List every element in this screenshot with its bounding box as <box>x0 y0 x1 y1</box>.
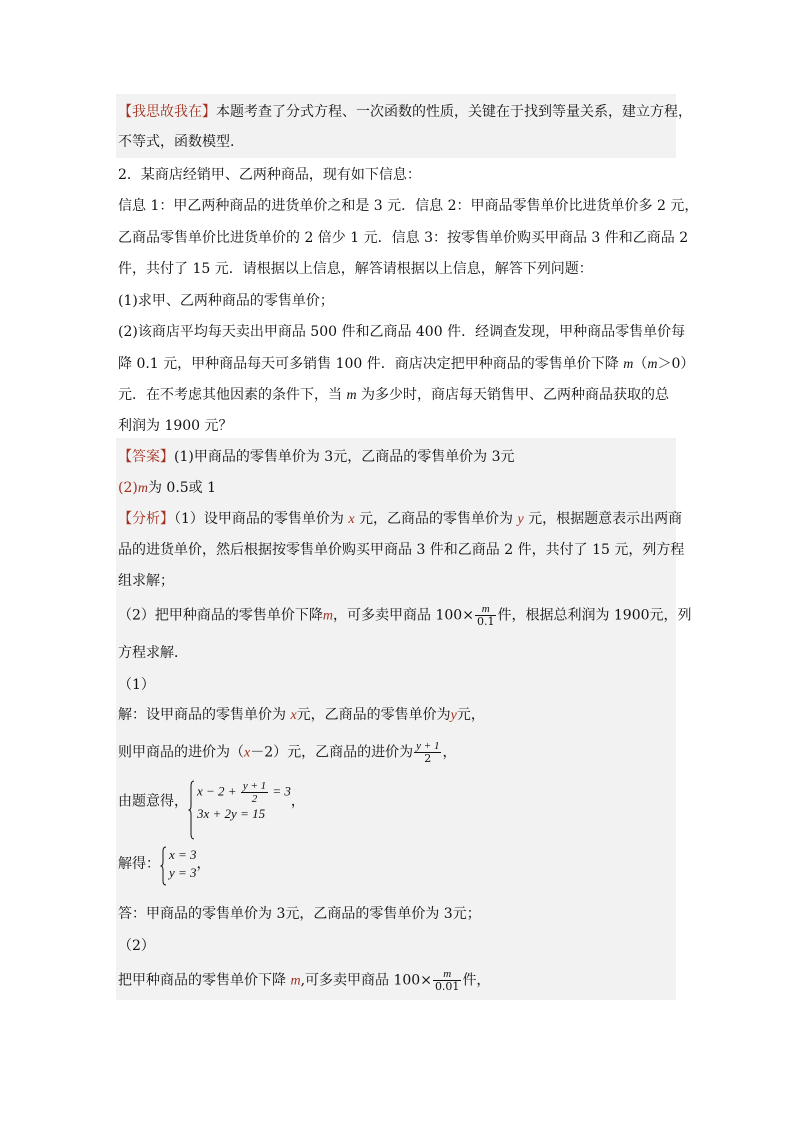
var-x: x <box>244 745 251 761</box>
problem-line-7-text: ＞0） <box>657 356 695 372</box>
solution-row-1: x = 3 <box>169 847 197 862</box>
solution-line-3 <box>118 780 305 823</box>
fraction-denominator: 0.1 <box>476 615 495 628</box>
solution-line-1 <box>118 706 485 725</box>
problem-line-4: 件，共付了 15 元．请根据以上信息，解答请根据以上信息，解答下列问题： <box>118 261 593 277</box>
fraction-m-over-0.1 <box>475 603 497 628</box>
analysis-text: 元，根据题意表示出两商 <box>523 511 683 527</box>
solution-text: 解：设甲商品的零售单价为 <box>118 707 291 723</box>
solution-line-2 <box>118 740 456 765</box>
problem-line-9: 利润为 1900 元？ <box>118 418 233 434</box>
equation-row-1 <box>197 780 291 805</box>
fraction-y-plus-1-over-2 <box>241 780 268 805</box>
thinking-line-1 <box>118 103 692 121</box>
fraction-y-plus-1-over-2 <box>414 740 441 765</box>
analysis-line-2: 品的进货单价，然后根据按零售单价购买甲商品 3 件和乙商品 2 件，共付了 15 元，列方程 <box>118 542 685 558</box>
problem-line-8-text: 元．在不考虑其他因素的条件下，当 <box>118 387 347 403</box>
var-x: x <box>290 708 297 723</box>
solution-text: －2）元，乙商品的进价为 <box>250 744 414 761</box>
fraction-m-over-0.01 <box>433 968 462 993</box>
fraction-denominator: 2 <box>424 752 432 765</box>
answer-part-label: (2) <box>118 480 138 496</box>
problem-line-1: 2．某商店经销甲、乙两种商品，现有如下信息： <box>118 167 421 183</box>
fraction-denominator: 2 <box>251 793 258 805</box>
thinking-line-2: 不等式，函数模型. <box>118 134 235 150</box>
fraction-numerator: y + 1 <box>416 740 440 752</box>
problem-line-3: 乙商品零售单价比进货单价的 2 倍少 1 元．信息 3：按零售单价购买甲商品 3 件和乙商品 2 <box>118 230 689 246</box>
answer-text-1: (1)甲商品的零售单价为 3元，乙商品的零售单价为 3元 <box>174 449 515 465</box>
problem-line-8-text: 为多少时，商店每天销售甲、乙两种商品获取的总 <box>356 387 670 403</box>
fraction-numerator: m <box>475 603 497 616</box>
analysis-line-4 <box>118 603 692 628</box>
analysis-text: ，可多卖甲商品 100× <box>333 607 474 624</box>
problem-line-7-text: （ <box>633 356 648 372</box>
equation-text: = 3 <box>269 783 291 799</box>
problem-line-2: 信息 1：甲乙两种商品的进货单价之和是 3 元．信息 2：甲商品零售单价比进货单价多 2 元， <box>118 198 699 214</box>
var-m: m <box>137 481 148 496</box>
solution-text: 元，乙商品的零售单价为 <box>296 707 451 723</box>
left-brace-icon <box>160 846 167 886</box>
fraction-numerator: y + 1 <box>242 780 267 792</box>
analysis-text: （1）设甲商品的零售单价为 <box>174 511 349 527</box>
analysis-line-3: 组求解； <box>118 573 174 589</box>
var-m: m <box>647 357 658 372</box>
problem-line-7 <box>118 355 694 374</box>
analysis-line-1 <box>118 510 682 529</box>
solution-text: 则甲商品的进价为（ <box>118 744 244 761</box>
analysis-line-5: 方程求解． <box>118 645 188 661</box>
solution-text: ， <box>196 856 211 872</box>
var-y: y <box>517 512 524 527</box>
var-m: m <box>322 608 334 624</box>
solution-row-2: y = 3 <box>169 865 197 880</box>
var-x: x <box>348 512 355 527</box>
equation-row-2: 3x + 2y = 15 <box>197 806 266 821</box>
solution-line-4 <box>118 846 211 882</box>
solution-system <box>160 846 197 882</box>
analysis-text: 件，根据总利润为 1900元，列 <box>497 607 692 624</box>
thinking-text-1: 本题考查了分式方程、一次函数的性质，关键在于找到等量关系，建立方程， <box>216 104 692 120</box>
solution-text: ， <box>290 793 305 810</box>
solution-text: 件， <box>462 972 491 989</box>
thinking-tag: 【我思故我在】 <box>118 104 216 120</box>
solution-part-1-label: （1） <box>118 677 155 693</box>
solution-part-2-label: （2） <box>118 938 155 954</box>
answer-tag: 【答案】 <box>118 449 174 465</box>
analysis-text: （2）把甲种商品的零售单价下降 <box>118 607 323 624</box>
solution-text: 由题意得， <box>118 793 188 810</box>
var-m: m <box>623 357 634 372</box>
problem-line-7-text: 降 0.1 元，甲种商品每天可多销售 100 件．商店决定把甲种商品的零售单价下降 <box>118 356 624 372</box>
fraction-denominator: 0.01 <box>434 980 460 993</box>
left-brace-icon <box>188 780 195 840</box>
problem-line-6: (2)该商店平均每天卖出甲商品 500 件和乙商品 400 件．经调查发现，甲种商品零售单价每 <box>118 324 686 340</box>
equation-text: x − 2 + <box>197 783 240 799</box>
solution-line-5: 答：甲商品的零售单价为 3元，乙商品的零售单价为 3元； <box>118 906 481 922</box>
equation-system <box>188 780 291 823</box>
var-m: m <box>290 973 301 989</box>
solution-text: 元， <box>456 707 485 723</box>
analysis-tag: 【分析】 <box>118 511 174 527</box>
var-y: y <box>450 708 457 723</box>
answer-line-1 <box>118 448 515 466</box>
problem-line-5: (1)求甲、乙两种商品的零售单价； <box>118 293 334 309</box>
analysis-text: 元，乙商品的零售单价为 <box>354 511 518 527</box>
fraction-numerator: m <box>433 968 462 981</box>
solution-text: ， <box>442 744 457 761</box>
problem-line-8 <box>118 386 669 405</box>
answer-text-2: 为 0.5或 1 <box>147 480 217 496</box>
var-m: m <box>346 388 357 403</box>
solution-text: 解得： <box>118 856 160 872</box>
solution-text: 把甲种商品的零售单价下降 <box>118 972 291 989</box>
answer-line-2 <box>118 479 216 498</box>
solution-text: ,可多卖甲商品 100× <box>300 972 432 989</box>
solution-line-6 <box>118 968 490 993</box>
